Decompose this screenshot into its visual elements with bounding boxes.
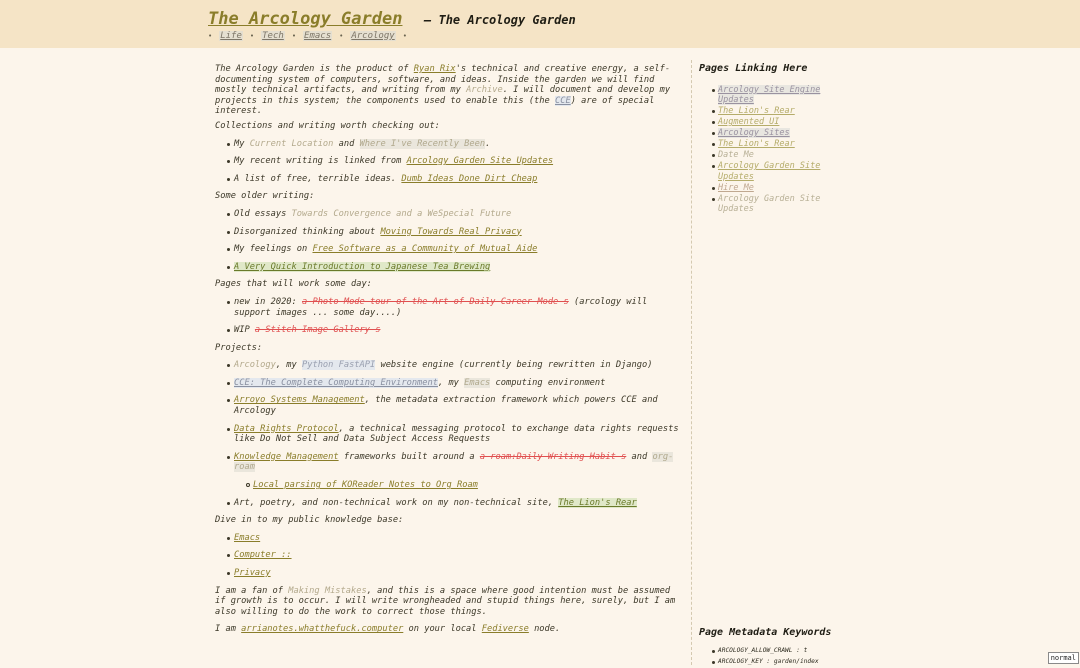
item-text: frameworks built around a xyxy=(338,451,480,462)
list-item xyxy=(215,227,683,238)
photo-mode-broken-link[interactable]: a Photo Mode tour of the Art of Daily Career Mode s xyxy=(302,296,569,307)
metadata-heading: Page Metadata Keywords xyxy=(699,627,832,638)
item-text: My xyxy=(234,138,250,149)
knowledge-sublist xyxy=(234,480,683,491)
backlink[interactable]: Augmented UI xyxy=(718,117,780,128)
site-title-link[interactable]: The Arcology Garden xyxy=(208,9,403,29)
nav-bullet-icon: • xyxy=(249,32,255,40)
projects-heading: Projects: xyxy=(215,342,263,353)
privacy-essay-link[interactable]: Moving Towards Real Privacy xyxy=(380,226,522,237)
intro-text: 's technical and creative energy, a self-documenting system of computers, software, and ideas. Inside the garden we will find mostly technical artifacts, and writing from my xyxy=(215,64,671,96)
site-nav xyxy=(208,30,414,42)
nav-link-tech[interactable]: Tech xyxy=(262,31,284,41)
kb-computer-link[interactable]: Computer :: xyxy=(234,550,292,561)
backlink[interactable]: Arcology Site Engine Updates xyxy=(718,84,821,106)
list-item xyxy=(215,139,683,150)
list-item xyxy=(215,568,683,579)
kb-privacy-link[interactable]: Privacy xyxy=(234,568,271,578)
knowledge-management-link[interactable]: Knowledge Management xyxy=(234,451,339,462)
item-text: Old essays xyxy=(234,208,292,219)
item-text: , the metadata extraction framework which powers CCE and Arcology xyxy=(234,395,658,417)
list-item xyxy=(699,150,839,161)
nav-bullet-icon: • xyxy=(291,32,297,40)
nav-link-arcology[interactable]: Arcology xyxy=(351,31,395,41)
title-separator: — xyxy=(424,13,432,27)
item-text: computing environment xyxy=(490,377,606,388)
backlink[interactable]: Date Me xyxy=(718,150,754,161)
fediverse-account-link[interactable]: arrianotes.whatthefuck.computer xyxy=(241,624,404,635)
list-item xyxy=(699,85,839,106)
emacs-tag[interactable]: Emacs xyxy=(464,377,491,388)
item-text: website engine (currently being rewritten in Django) xyxy=(375,360,653,371)
nav-bullet-icon: • xyxy=(208,32,213,40)
item-text: Art, poetry, and non-technical work on my non-technical site, xyxy=(234,497,559,508)
mistakes-paragraph xyxy=(215,586,683,618)
list-item xyxy=(215,378,683,389)
making-mistakes-link[interactable]: Making Mistakes xyxy=(288,585,367,596)
backlinks-heading: Pages Linking Here xyxy=(699,63,808,74)
arroyo-link[interactable]: Arroyo Systems Management xyxy=(234,395,365,406)
main-content xyxy=(215,64,683,635)
current-location-link[interactable]: Current Location xyxy=(249,138,334,149)
paragraph-text: , and this is a space where good intention must be assumed if growth is to occur. I will write wrongheaded and stupid things here, surely, but I am also willing to do the work to correct those things. xyxy=(215,585,676,617)
list-item xyxy=(215,424,683,445)
python-fastapi-tag[interactable]: Python FastAPI xyxy=(302,360,376,371)
recently-been-link[interactable]: Where I've Recently Been xyxy=(359,138,486,149)
list-item xyxy=(215,325,683,336)
knowledge-base-list xyxy=(215,533,683,579)
page-title xyxy=(424,13,576,27)
item-text: My feelings on xyxy=(234,244,313,255)
item-text: Disorganized thinking about xyxy=(234,226,381,237)
backlink[interactable]: The Lion's Rear xyxy=(718,139,795,150)
list-item xyxy=(215,452,683,491)
list-item xyxy=(699,128,839,139)
knowledge-base-heading: Dive in to my public knowledge base: xyxy=(215,515,404,526)
author-link[interactable]: Ryan Rix xyxy=(413,64,456,74)
cce-link[interactable]: CCE xyxy=(554,95,571,106)
intro-text: . I will document and develop my projects in this system; the components used to enable this (the xyxy=(215,85,671,106)
nav-bullet-icon: • xyxy=(339,32,344,40)
list-item xyxy=(215,550,683,561)
tea-brewing-link[interactable]: A Very Quick Introduction to Japanese Tea Brewing xyxy=(234,261,491,272)
older-writing-list xyxy=(215,209,683,272)
list-item xyxy=(234,480,683,491)
list-item xyxy=(215,174,683,185)
backlink[interactable]: Arcology Garden Site Updates xyxy=(718,193,821,215)
paragraph-text: node. xyxy=(528,624,561,635)
paragraph-text: on your local xyxy=(403,624,482,635)
list-item xyxy=(215,156,683,167)
paragraph-text: I am xyxy=(215,624,242,635)
data-rights-link[interactable]: Data Rights Protocol xyxy=(234,423,339,434)
fediverse-paragraph xyxy=(215,624,683,635)
daily-writing-broken-link[interactable]: a roam:Daily Writing Habit s xyxy=(479,451,627,462)
status-indicator: normal xyxy=(1048,652,1079,664)
paragraph-text: I am a fan of xyxy=(215,585,289,596)
item-text: (arcology will support images ... some day....) xyxy=(234,296,648,318)
free-software-link[interactable]: Free Software as a Community of Mutual Aide xyxy=(312,244,538,255)
intro-text: ) are of special interest. xyxy=(215,95,655,117)
list-item xyxy=(699,106,839,117)
column-divider xyxy=(691,60,692,665)
image-gallery-broken-link[interactable]: a Stitch Image Gallery s xyxy=(254,325,381,336)
list-item xyxy=(699,117,839,128)
item-text: and xyxy=(626,451,653,462)
nav-link-life[interactable]: Life xyxy=(220,31,242,41)
list-item xyxy=(215,395,683,416)
list-item xyxy=(699,161,839,182)
projects-list xyxy=(215,360,683,508)
dumb-ideas-link[interactable]: Dumb Ideas Done Dirt Cheap xyxy=(401,173,538,184)
list-item xyxy=(215,533,683,544)
list-item xyxy=(215,209,683,220)
item-text: . xyxy=(485,138,491,149)
org-roam-link[interactable]: org-roam xyxy=(234,451,674,473)
item-text: , my xyxy=(275,360,302,371)
backlink[interactable]: Hire Me xyxy=(718,182,754,193)
item-text: My recent writing is linked from xyxy=(234,156,407,167)
metadata-list xyxy=(699,646,849,668)
list-item xyxy=(215,262,683,273)
collections-heading: Collections and writing worth checking out: xyxy=(215,120,440,131)
item-text: A list of free, terrible ideas. xyxy=(234,173,402,184)
cce-project-link[interactable]: CCE: The Complete Computing Environment xyxy=(234,377,438,388)
backlink[interactable]: The Lion's Rear xyxy=(718,106,795,117)
lions-rear-link[interactable]: The Lion's Rear xyxy=(558,497,637,508)
list-item xyxy=(699,139,839,150)
list-item xyxy=(699,194,839,215)
list-item xyxy=(215,360,683,371)
list-item xyxy=(215,498,683,509)
koreader-link[interactable]: Local parsing of KOReader Notes to Org Roam xyxy=(253,480,478,491)
nav-bullet-icon: • xyxy=(402,32,407,40)
fediverse-link[interactable]: Fediverse xyxy=(481,624,529,635)
kb-emacs-link[interactable]: Emacs xyxy=(234,532,261,543)
backlink[interactable]: Arcology Sites xyxy=(718,128,790,139)
older-writing-heading: Some older writing: xyxy=(215,191,315,202)
site-header xyxy=(0,0,1080,48)
collections-list xyxy=(215,139,683,185)
future-pages-heading: Pages that will work some day: xyxy=(215,279,372,290)
metadata-item: ARCOLOGY_KEY : garden/index xyxy=(699,657,849,668)
list-item xyxy=(215,297,683,318)
item-text: WIP xyxy=(234,325,255,336)
future-pages-list xyxy=(215,297,683,336)
nav-link-emacs[interactable]: Emacs xyxy=(304,31,332,41)
item-text: , my xyxy=(437,377,465,388)
list-item xyxy=(699,183,839,194)
backlinks-list xyxy=(699,85,839,215)
arcology-link[interactable]: Arcology xyxy=(234,360,276,371)
page-title-text: The Arcology Garden xyxy=(438,13,576,27)
backlinks-sidebar xyxy=(699,64,839,215)
convergence-link[interactable]: Towards Convergence and a WeSpecial Future xyxy=(291,208,512,219)
backlink[interactable]: Arcology Garden Site Updates xyxy=(718,161,821,182)
item-text: , a technical messaging protocol to exchange data rights requests like Do Not Sell and Data Subject Access Requests xyxy=(234,423,679,445)
metadata-item: ARCOLOGY_ALLOW_CRAWL : t xyxy=(699,646,849,657)
site-updates-link[interactable]: Arcology Garden Site Updates xyxy=(406,156,554,167)
item-text: new in 2020: xyxy=(234,296,302,307)
item-text: and xyxy=(333,138,360,149)
intro-text: The Arcology Garden is the product of xyxy=(215,64,414,74)
intro-paragraph xyxy=(215,64,683,117)
list-item xyxy=(215,244,683,255)
archive-link[interactable]: Archive xyxy=(466,85,503,96)
